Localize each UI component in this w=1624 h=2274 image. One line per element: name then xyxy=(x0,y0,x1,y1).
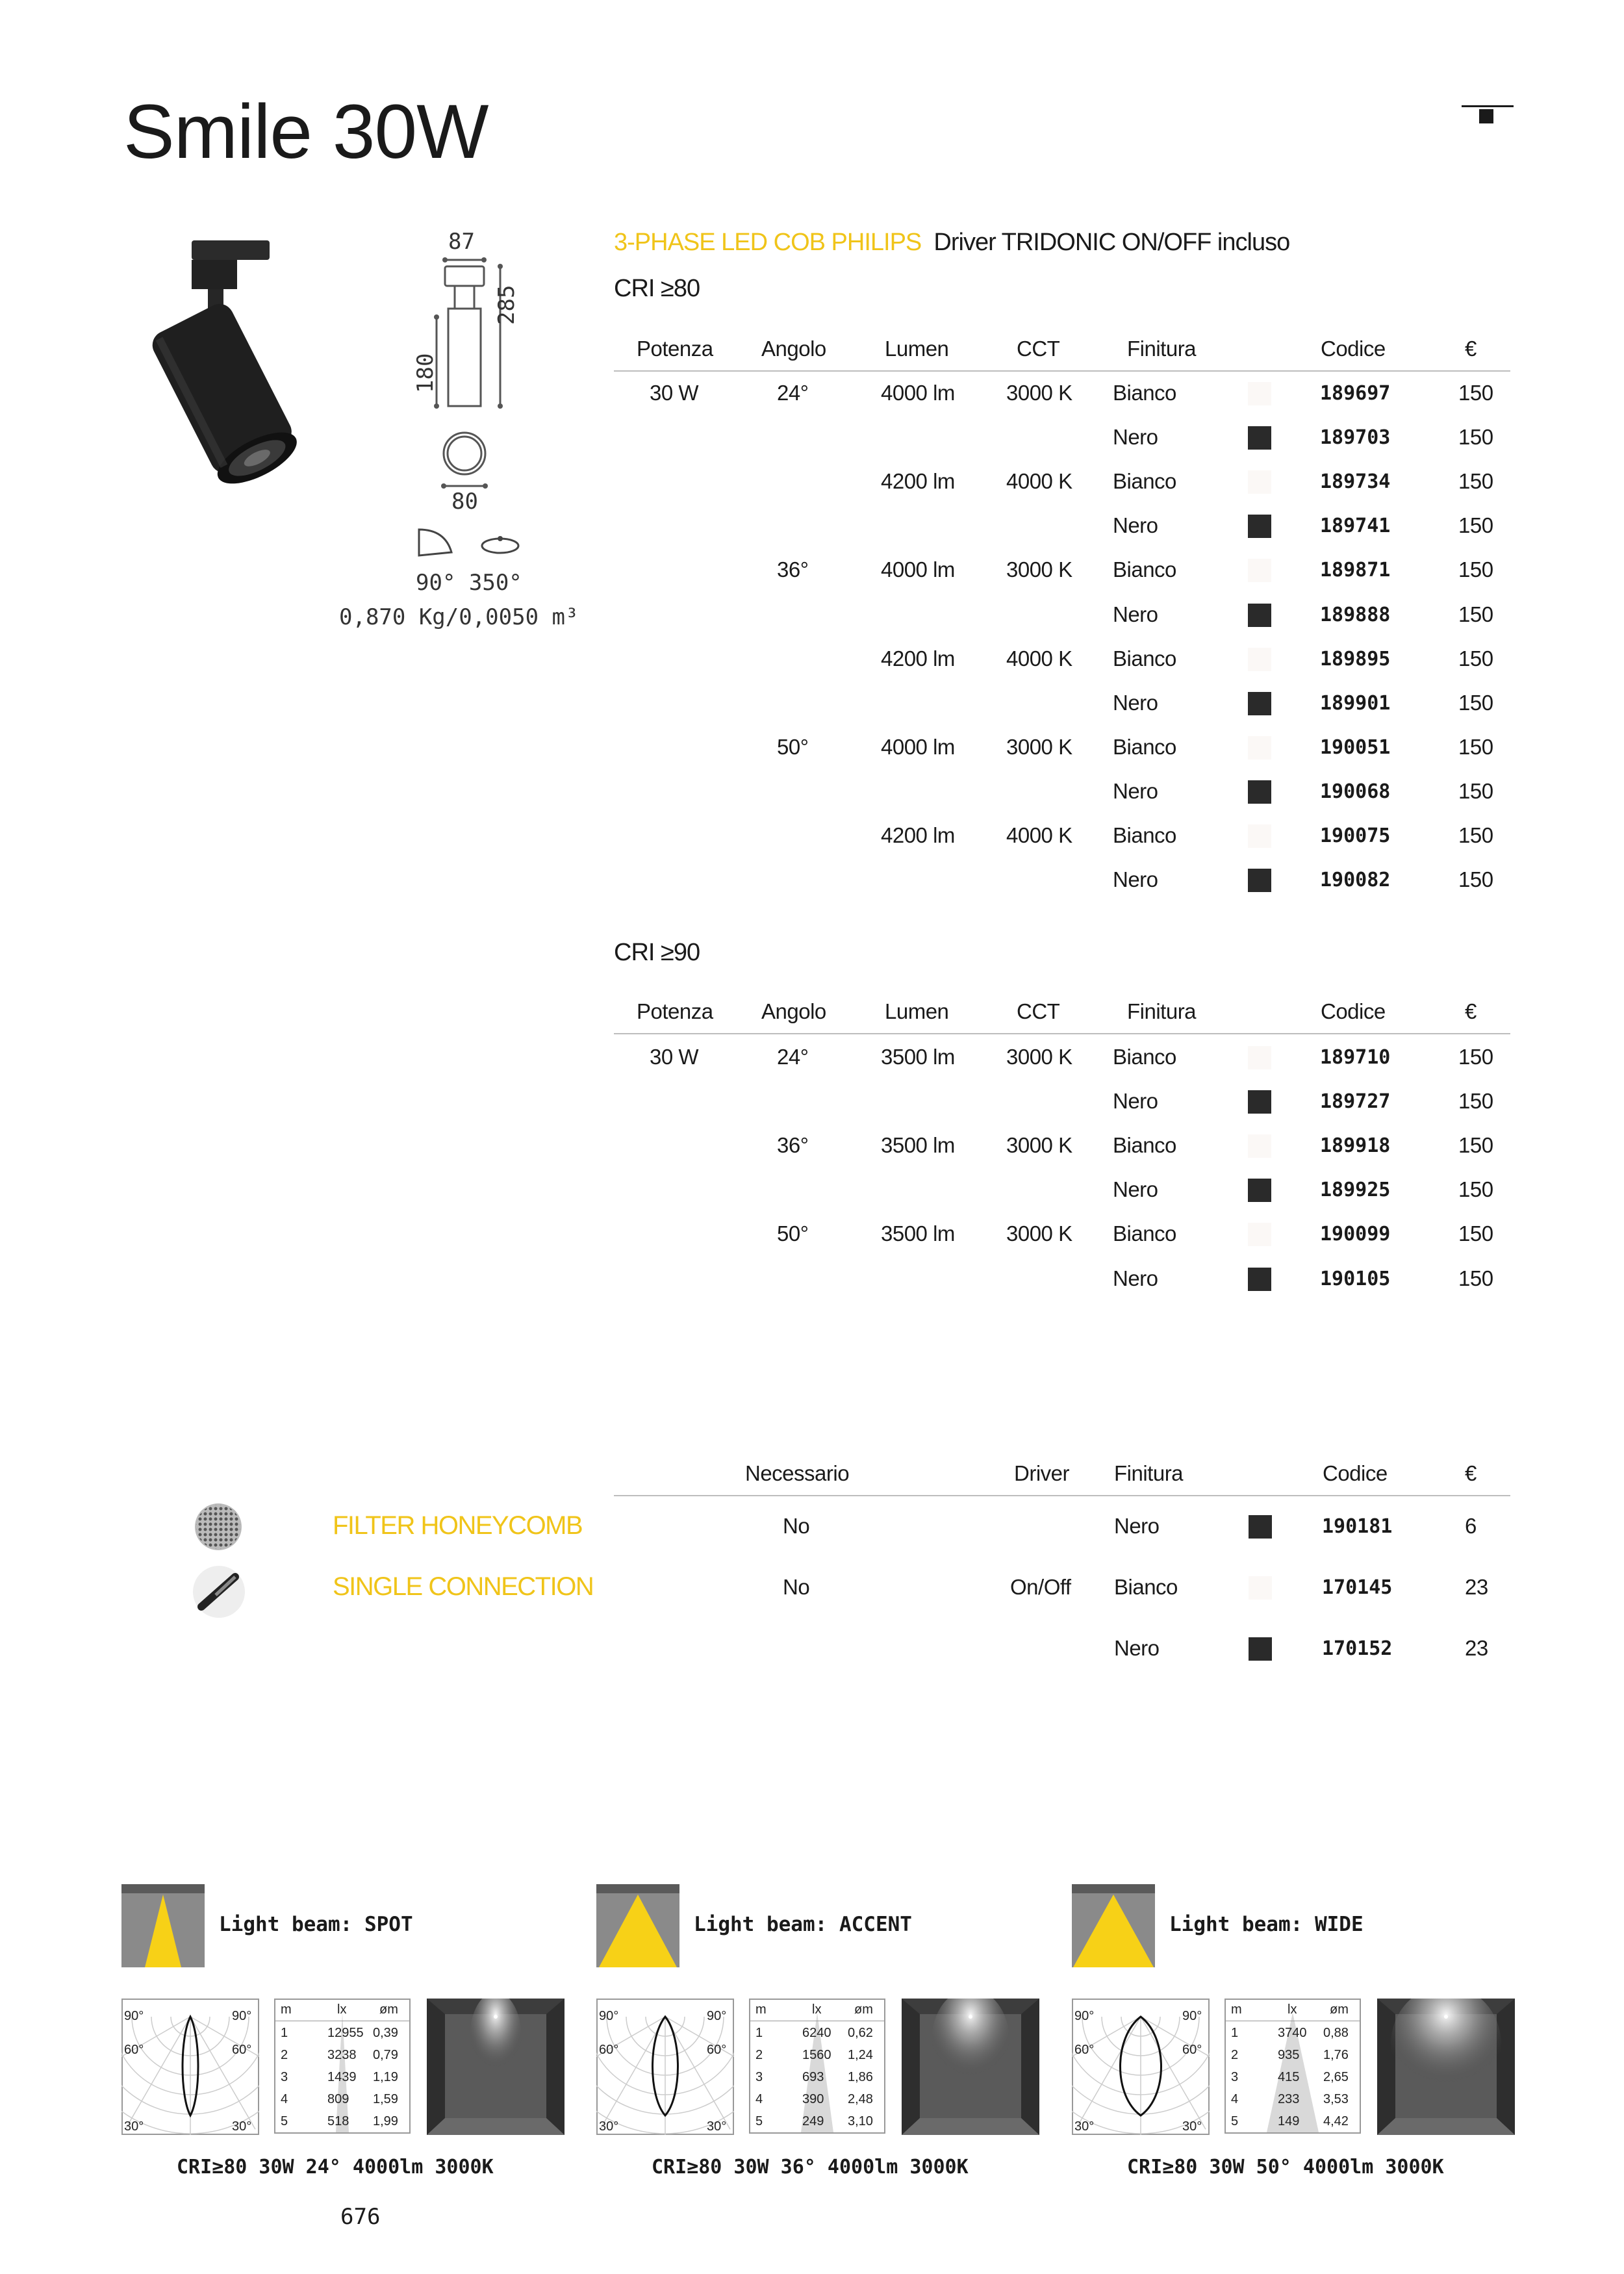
cell-potenza: 30 W xyxy=(650,381,699,405)
beam-caption: CRI≥80 30W 24° 4000lm 3000K xyxy=(177,2156,494,2178)
cell-lumen: 4000 lm xyxy=(881,557,955,582)
acc-codice: 190181 xyxy=(1322,1515,1393,1538)
photometric-cell: 3238 xyxy=(327,2048,357,2062)
beam-cone-bg xyxy=(275,2000,409,2132)
product-headline xyxy=(614,229,1289,257)
finish-swatch xyxy=(1248,515,1271,538)
cell-lumen: 3500 lm xyxy=(881,1221,955,1246)
photometric-cell: 1 xyxy=(281,2026,288,2040)
photometric-cell: 693 xyxy=(802,2070,824,2084)
photometric-cell: 6240 xyxy=(802,2026,831,2040)
cell-finitura: Bianco xyxy=(1113,734,1176,759)
cell-cct: 4000 K xyxy=(1006,469,1072,494)
column-header-finitura: Finitura xyxy=(1127,999,1197,1023)
cell-cct: 4000 K xyxy=(1006,646,1072,671)
finish-swatch xyxy=(1248,736,1271,760)
photometric-cell: 3 xyxy=(755,2070,763,2084)
cell-angolo: 36° xyxy=(777,1133,809,1158)
cell-finitura: Bianco xyxy=(1113,381,1176,405)
polar-angle-label: 60° xyxy=(1182,2043,1202,2057)
cell-finitura: Bianco xyxy=(1113,469,1176,494)
polar-angle-label: 90° xyxy=(707,2009,727,2023)
cell-codice: 190075 xyxy=(1320,824,1391,847)
polar-angle-label: 30° xyxy=(232,2119,252,2134)
photometric-cell: 2 xyxy=(755,2048,763,2062)
corner-mark-line xyxy=(1462,105,1514,107)
cell-price: 150 xyxy=(1458,823,1493,847)
finish-swatch xyxy=(1248,559,1271,582)
cri90-label: CRI ≥90 xyxy=(614,939,700,966)
polar-angle-label: 90° xyxy=(1074,2009,1095,2023)
photometric-cell: 0,62 xyxy=(848,2026,873,2040)
cell-price: 150 xyxy=(1458,1266,1493,1290)
polar-angle-label: 90° xyxy=(1182,2009,1202,2023)
cell-codice: 190105 xyxy=(1320,1267,1391,1290)
photometric-cell: 2,65 xyxy=(1323,2070,1349,2084)
cell-finitura: Bianco xyxy=(1113,1133,1176,1158)
finish-swatch xyxy=(1248,1090,1271,1114)
polar-angle-label: 30° xyxy=(707,2119,727,2134)
cell-finitura: Bianco xyxy=(1113,1045,1176,1069)
finish-swatch xyxy=(1249,1515,1272,1539)
finish-swatch xyxy=(1248,1268,1271,1291)
cell-codice: 189871 xyxy=(1320,559,1391,582)
photometric-cell: 0,88 xyxy=(1323,2026,1349,2040)
cell-codice: 189918 xyxy=(1320,1134,1391,1158)
column-header-potenza: Potenza xyxy=(637,337,713,361)
cell-price: 150 xyxy=(1458,425,1493,450)
photometric-cell: 5 xyxy=(1231,2114,1239,2128)
photometric-header: m xyxy=(281,2002,292,2017)
finish-swatch xyxy=(1248,470,1271,494)
header-rule xyxy=(614,370,1439,372)
cell-finitura: Nero xyxy=(1113,513,1158,538)
finish-swatch xyxy=(1249,1576,1272,1600)
photometric-header: m xyxy=(1231,2002,1242,2017)
cell-angolo: 50° xyxy=(777,734,809,759)
photometric-cell: 935 xyxy=(1278,2048,1300,2062)
cell-lumen: 3500 lm xyxy=(881,1133,955,1158)
cell-codice: 189703 xyxy=(1320,426,1391,450)
photometric-cell: 1,24 xyxy=(848,2048,873,2062)
dim-diameter: 80 xyxy=(451,489,478,515)
cell-price: 150 xyxy=(1458,1133,1493,1158)
honeycomb-filter-icon xyxy=(192,1501,244,1553)
photometric-cell: 518 xyxy=(327,2114,349,2128)
cell-angolo: 24° xyxy=(777,1045,809,1069)
acc-necessario: No xyxy=(783,1575,810,1599)
photometric-cell: 2 xyxy=(281,2048,288,2062)
photometric-cell: 1,19 xyxy=(373,2070,398,2084)
beam-label: Light beam: SPOT xyxy=(219,1913,413,1936)
cell-finitura: Bianco xyxy=(1113,1221,1176,1246)
acc-finitura: Nero xyxy=(1114,1514,1160,1538)
acc-header-finitura: Finitura xyxy=(1114,1461,1184,1485)
finish-swatch xyxy=(1248,648,1271,671)
photometric-cell: 0,79 xyxy=(373,2048,398,2062)
driver-info: Driver TRIDONIC ON/OFF incluso xyxy=(933,229,1290,256)
photometric-table xyxy=(749,1999,885,2134)
cell-angolo: 36° xyxy=(777,557,809,582)
dim-width-top: 87 xyxy=(448,229,475,255)
cell-codice: 189901 xyxy=(1320,691,1391,715)
polar-angle-label: 60° xyxy=(124,2043,144,2057)
cell-price: 150 xyxy=(1458,646,1493,671)
polar-angle-label: 90° xyxy=(232,2009,252,2023)
photometric-cell: 3 xyxy=(281,2070,288,2084)
polar-angle-label: 60° xyxy=(1074,2043,1095,2057)
photometric-cell: 1,99 xyxy=(373,2114,398,2128)
column-header-angolo: Angolo xyxy=(761,999,826,1023)
polar-angle-label: 90° xyxy=(599,2009,619,2023)
cell-finitura: Bianco xyxy=(1113,646,1176,671)
cell-codice: 190082 xyxy=(1320,869,1391,892)
acc-necessario: No xyxy=(783,1514,810,1538)
cell-finitura: Nero xyxy=(1113,1089,1158,1114)
column-header-lumen: Lumen xyxy=(885,337,949,361)
cell-finitura: Nero xyxy=(1113,1177,1158,1202)
cell-lumen: 4000 lm xyxy=(881,734,955,759)
page-title: Smile 30W xyxy=(123,89,488,175)
product-image xyxy=(120,234,328,494)
cell-price: 150 xyxy=(1458,778,1493,803)
acc-codice: 170152 xyxy=(1322,1637,1393,1660)
cell-codice: 189710 xyxy=(1320,1046,1391,1069)
photometric-header: lx xyxy=(337,2002,347,2017)
photometric-cell: 2 xyxy=(1231,2048,1239,2062)
beam-cone-bg xyxy=(1226,2000,1360,2132)
finish-swatch xyxy=(1248,869,1271,892)
cell-price: 150 xyxy=(1458,1045,1493,1069)
acc-header-euro: € xyxy=(1465,1461,1477,1485)
cell-codice: 189925 xyxy=(1320,1179,1391,1202)
beam-type-icon xyxy=(121,1884,205,1967)
photometric-cell: 12955 xyxy=(327,2026,364,2040)
finish-swatch xyxy=(1249,1637,1272,1661)
cell-finitura: Nero xyxy=(1113,867,1158,892)
cell-price: 150 xyxy=(1458,1221,1493,1246)
polar-angle-label: 60° xyxy=(707,2043,727,2057)
cell-price: 150 xyxy=(1458,557,1493,582)
photometric-table xyxy=(1224,1999,1361,2134)
cell-lumen: 4200 lm xyxy=(881,469,955,494)
acc-price: 6 xyxy=(1465,1514,1477,1538)
polar-angle-label: 30° xyxy=(599,2119,619,2134)
polar-angle-label: 30° xyxy=(1182,2119,1202,2134)
cell-price: 150 xyxy=(1458,1177,1493,1202)
cell-cct: 3000 K xyxy=(1006,734,1072,759)
acc-driver: On/Off xyxy=(1010,1575,1071,1599)
cell-codice: 189727 xyxy=(1320,1090,1391,1114)
photometric-cell: 415 xyxy=(1278,2070,1300,2084)
rotation-icons xyxy=(416,523,526,562)
finish-swatch xyxy=(1248,780,1271,804)
led-type: 3-PHASE LED COB PHILIPS xyxy=(614,229,922,256)
acc-price: 23 xyxy=(1465,1575,1488,1599)
photometric-cell: 5 xyxy=(281,2114,288,2128)
cell-finitura: Bianco xyxy=(1113,823,1176,847)
photometric-header: lx xyxy=(1288,2002,1297,2017)
cell-price: 150 xyxy=(1458,381,1493,405)
photometric-cell: 1,76 xyxy=(1323,2048,1349,2062)
cell-lumen: 4000 lm xyxy=(881,381,955,405)
column-header-finitura: Finitura xyxy=(1127,337,1197,361)
beam-rendering-image xyxy=(902,1999,1039,2135)
cell-finitura: Nero xyxy=(1113,602,1158,626)
cri80-label: CRI ≥80 xyxy=(614,275,700,302)
photometric-cell: 249 xyxy=(802,2114,824,2128)
column-header-codice: Codice xyxy=(1321,337,1386,361)
polar-angle-label: 60° xyxy=(232,2043,252,2057)
weight-volume: 0,870 Kg/0,0050 m³ xyxy=(339,604,579,630)
acc-header-rule-price xyxy=(1437,1495,1510,1496)
beam-rendering-image xyxy=(427,1999,565,2135)
cell-price: 150 xyxy=(1458,513,1493,538)
finish-swatch xyxy=(1248,382,1271,405)
photometric-cell: 1,86 xyxy=(848,2070,873,2084)
photometric-cell: 233 xyxy=(1278,2092,1300,2106)
polar-angle-label: 30° xyxy=(1074,2119,1095,2134)
header-rule xyxy=(614,1033,1439,1034)
cell-lumen: 3500 lm xyxy=(881,1045,955,1069)
dim-height-body: 180 xyxy=(412,353,438,393)
column-header-lumen: Lumen xyxy=(885,999,949,1023)
photometric-cell: 4 xyxy=(755,2092,763,2106)
photometric-cell: 2,48 xyxy=(848,2092,873,2106)
polar-angle-label: 90° xyxy=(124,2009,144,2023)
cell-price: 150 xyxy=(1458,469,1493,494)
photometric-cell: 3,53 xyxy=(1323,2092,1349,2106)
column-header-cct: CCT xyxy=(1017,999,1060,1023)
acc-codice: 170145 xyxy=(1322,1576,1393,1599)
header-rule-price xyxy=(1437,370,1510,372)
photometric-cell: 1 xyxy=(755,2026,763,2040)
cell-cct: 3000 K xyxy=(1006,1133,1072,1158)
cell-cct: 4000 K xyxy=(1006,823,1072,847)
cell-price: 150 xyxy=(1458,690,1493,715)
cell-finitura: Nero xyxy=(1113,778,1158,803)
photometric-cell: 1439 xyxy=(327,2070,357,2084)
acc-header-driver: Driver xyxy=(1014,1461,1069,1485)
acc-finitura: Nero xyxy=(1114,1636,1160,1660)
polar-angle-label: 30° xyxy=(124,2119,144,2134)
photometric-cell: 4 xyxy=(1231,2092,1239,2106)
cell-codice: 190099 xyxy=(1320,1223,1391,1246)
accessory-name: FILTER HONEYCOMB xyxy=(333,1511,583,1540)
corner-mark-square xyxy=(1479,109,1493,123)
photometric-cell: 1 xyxy=(1231,2026,1239,2040)
photometric-cell: 4 xyxy=(281,2092,288,2106)
photometric-cell: 809 xyxy=(327,2092,349,2106)
acc-header-necessario: Necessario xyxy=(745,1461,850,1485)
header-rule-price xyxy=(1437,1033,1510,1034)
finish-swatch xyxy=(1248,604,1271,627)
beam-rendering-image xyxy=(1377,1999,1515,2135)
dim-height-total: 285 xyxy=(494,285,520,325)
finish-swatch xyxy=(1248,1223,1271,1246)
column-header-potenza: Potenza xyxy=(637,999,713,1023)
finish-swatch xyxy=(1248,1046,1271,1069)
cell-lumen: 4200 lm xyxy=(881,646,955,671)
photometric-cell: 3,10 xyxy=(848,2114,873,2128)
column-header-angolo: Angolo xyxy=(761,337,826,361)
photometric-header: øm xyxy=(379,2002,398,2017)
cell-codice: 189741 xyxy=(1320,515,1391,538)
cell-lumen: 4200 lm xyxy=(881,823,955,847)
cell-codice: 189888 xyxy=(1320,603,1391,626)
single-connection-icon xyxy=(190,1563,248,1621)
photometric-cell: 5 xyxy=(755,2114,763,2128)
cell-finitura: Bianco xyxy=(1113,557,1176,582)
cell-finitura: Nero xyxy=(1113,425,1158,450)
column-header-cct: CCT xyxy=(1017,337,1060,361)
cell-price: 150 xyxy=(1458,734,1493,759)
acc-finitura: Bianco xyxy=(1114,1575,1178,1599)
finish-swatch xyxy=(1248,692,1271,715)
beam-type-icon xyxy=(1072,1884,1155,1967)
photometric-header: øm xyxy=(854,2002,873,2017)
cell-price: 150 xyxy=(1458,602,1493,626)
accessory-name: SINGLE CONNECTION xyxy=(333,1572,594,1601)
finish-swatch xyxy=(1248,1179,1271,1202)
cell-codice: 189895 xyxy=(1320,647,1391,671)
column-header-euro: € xyxy=(1465,999,1477,1023)
finish-swatch xyxy=(1248,1134,1271,1158)
cell-potenza: 30 W xyxy=(650,1045,699,1069)
cell-price: 150 xyxy=(1458,1089,1493,1114)
photometric-cell: 3740 xyxy=(1278,2026,1307,2040)
finish-swatch xyxy=(1248,426,1271,450)
cell-finitura: Nero xyxy=(1113,1266,1158,1290)
acc-header-rule xyxy=(614,1495,1439,1496)
photometric-cell: 4,42 xyxy=(1323,2114,1349,2128)
rotation-angles: 90° 350° xyxy=(416,570,522,596)
beam-label: Light beam: ACCENT xyxy=(694,1913,912,1936)
beam-type-icon xyxy=(596,1884,679,1967)
cell-cct: 3000 K xyxy=(1006,1221,1072,1246)
cell-angolo: 50° xyxy=(777,1221,809,1246)
cell-finitura: Nero xyxy=(1113,690,1158,715)
beam-cone-bg xyxy=(750,2000,884,2132)
photometric-cell: 3 xyxy=(1231,2070,1239,2084)
photometric-cell: 1560 xyxy=(802,2048,831,2062)
cell-codice: 189734 xyxy=(1320,470,1391,494)
cell-cct: 3000 K xyxy=(1006,557,1072,582)
cell-cct: 3000 K xyxy=(1006,381,1072,405)
cell-angolo: 24° xyxy=(777,381,809,405)
cell-codice: 190051 xyxy=(1320,735,1391,759)
cell-codice: 189697 xyxy=(1320,382,1391,405)
column-header-codice: Codice xyxy=(1321,999,1386,1023)
photometric-header: øm xyxy=(1330,2002,1349,2017)
cell-cct: 3000 K xyxy=(1006,1045,1072,1069)
page-number: 676 xyxy=(340,2204,381,2230)
photometric-cell: 0,39 xyxy=(373,2026,398,2040)
beam-caption: CRI≥80 30W 36° 4000lm 3000K xyxy=(652,2156,969,2178)
photometric-table xyxy=(274,1999,411,2134)
beam-caption: CRI≥80 30W 50° 4000lm 3000K xyxy=(1127,2156,1444,2178)
polar-angle-label: 60° xyxy=(599,2043,619,2057)
photometric-cell: 149 xyxy=(1278,2114,1300,2128)
photometric-cell: 390 xyxy=(802,2092,824,2106)
photometric-cell: 1,59 xyxy=(373,2092,398,2106)
finish-swatch xyxy=(1248,824,1271,848)
acc-price: 23 xyxy=(1465,1636,1488,1660)
acc-header-codice: Codice xyxy=(1323,1461,1388,1485)
photometric-header: m xyxy=(755,2002,767,2017)
cell-price: 150 xyxy=(1458,867,1493,892)
cell-codice: 190068 xyxy=(1320,780,1391,803)
column-header-euro: € xyxy=(1465,337,1477,361)
photometric-header: lx xyxy=(812,2002,822,2017)
beam-label: Light beam: WIDE xyxy=(1169,1913,1364,1936)
